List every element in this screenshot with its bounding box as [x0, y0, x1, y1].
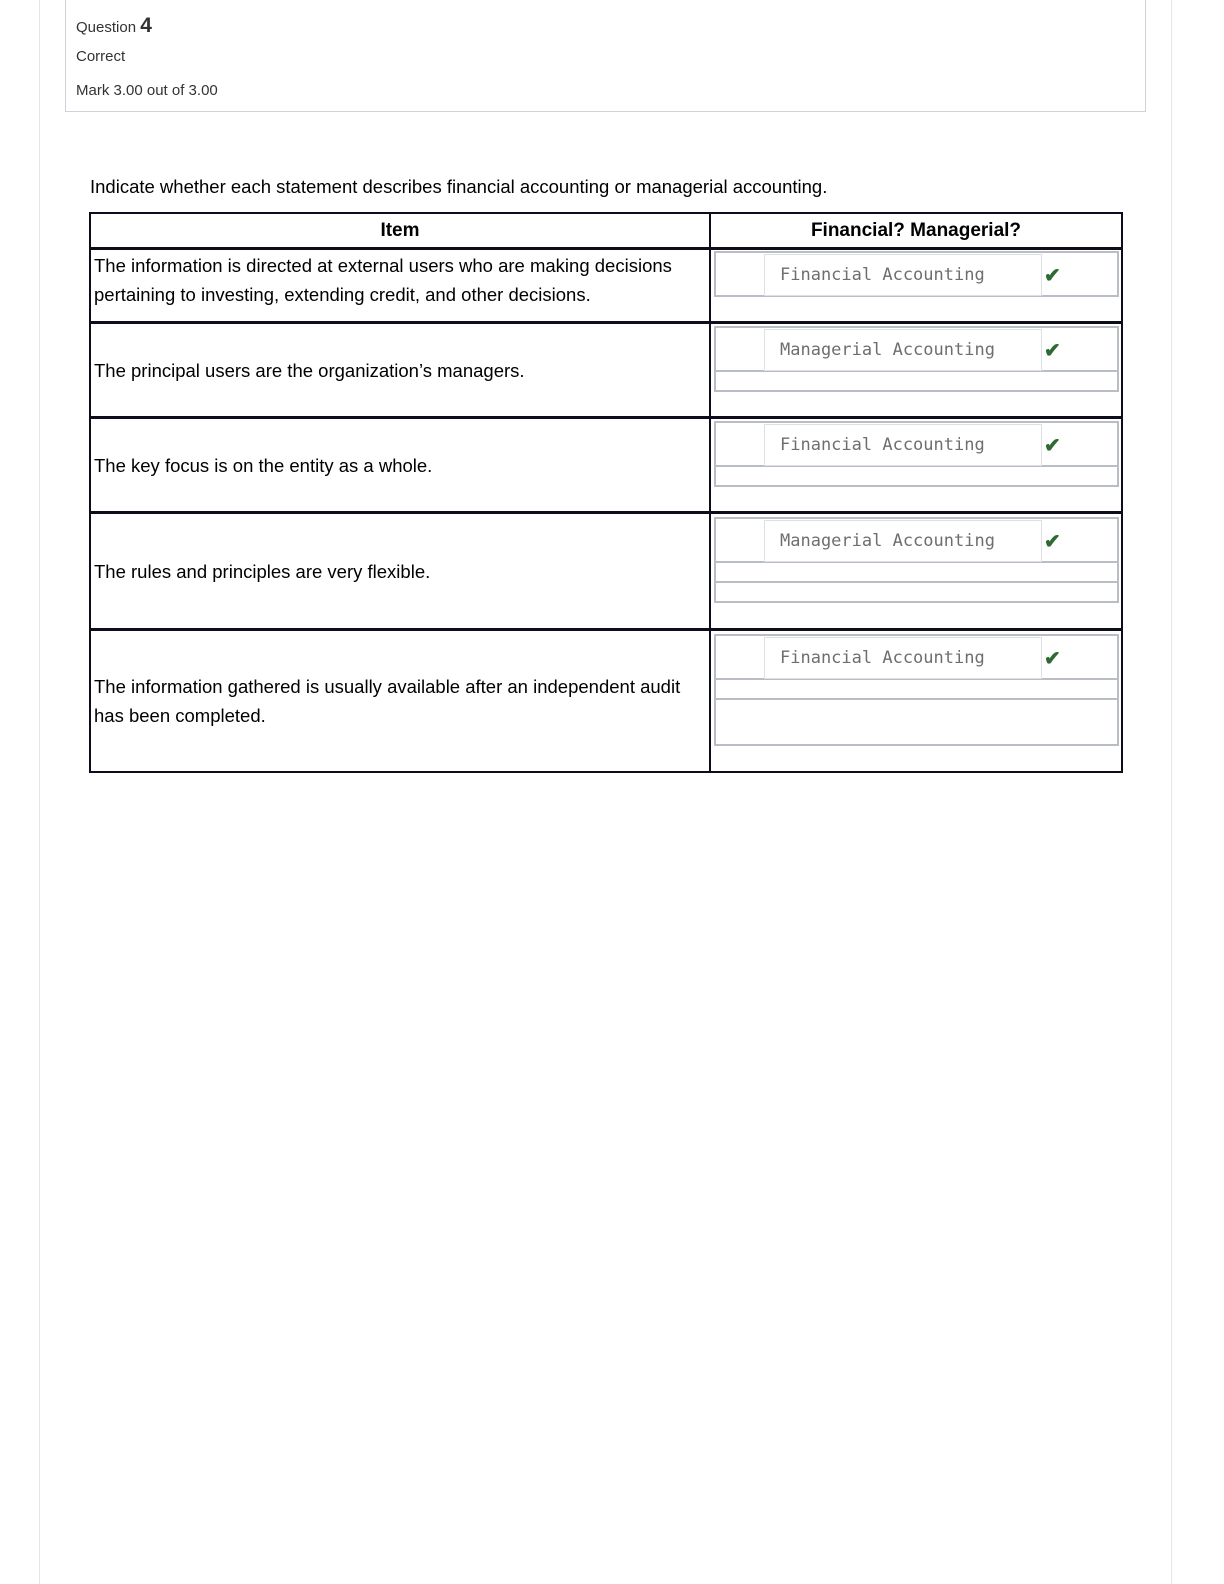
answer-select[interactable]: Managerial Accounting — [764, 329, 1042, 371]
check-icon: ✔ — [1044, 340, 1061, 362]
table-row-item: The information gathered is usually available after an independent audit has been completed. — [94, 676, 681, 726]
answer-cell — [714, 326, 1119, 392]
answer-feedback-box — [714, 467, 1119, 487]
answer-cell — [714, 634, 1119, 746]
page-border-left — [39, 0, 40, 1584]
check-icon: ✔ — [1044, 435, 1061, 457]
question-prompt: Indicate whether each statement describes financial accounting or managerial accounting. — [90, 176, 828, 197]
check-icon: ✔ — [1044, 531, 1061, 553]
table-row-item: The information is directed at external users who are making decisions pertaining to investing, extending credit, and other decisions. — [94, 255, 672, 305]
question-number-value: 4 — [140, 14, 152, 37]
table-row-item: The principal users are the organization’s managers. — [94, 359, 525, 381]
question-mark: Mark 3.00 out of 3.00 — [76, 82, 218, 99]
check-icon: ✔ — [1044, 648, 1061, 670]
question-info-box — [65, 0, 1146, 112]
answer-cell — [714, 421, 1119, 487]
answer-cell — [714, 251, 1119, 297]
question-number — [76, 14, 152, 38]
answer-select[interactable]: Financial Accounting — [764, 637, 1042, 679]
answer-feedback-box — [714, 680, 1119, 700]
header-answer: Financial? Managerial? — [810, 220, 1022, 241]
answer-feedback-box — [714, 563, 1119, 583]
answer-table — [89, 212, 1123, 773]
table-row-item: The key focus is on the entity as a whole. — [94, 454, 433, 476]
check-icon: ✔ — [1044, 265, 1061, 287]
answer-select[interactable]: Managerial Accounting — [764, 520, 1042, 562]
answer-feedback-box — [714, 583, 1119, 603]
page-border-right — [1171, 0, 1172, 1584]
answer-feedback-box — [714, 372, 1119, 392]
column-divider — [709, 214, 711, 771]
answer-feedback-box — [714, 700, 1119, 746]
question-status: Correct — [76, 48, 126, 65]
answer-cell — [714, 517, 1119, 603]
table-row-item: The rules and principles are very flexible. — [94, 560, 431, 582]
answer-select[interactable]: Financial Accounting — [764, 254, 1042, 296]
question-label: Question — [76, 19, 137, 36]
answer-select[interactable]: Financial Accounting — [764, 424, 1042, 466]
header-item: Item — [380, 220, 420, 241]
